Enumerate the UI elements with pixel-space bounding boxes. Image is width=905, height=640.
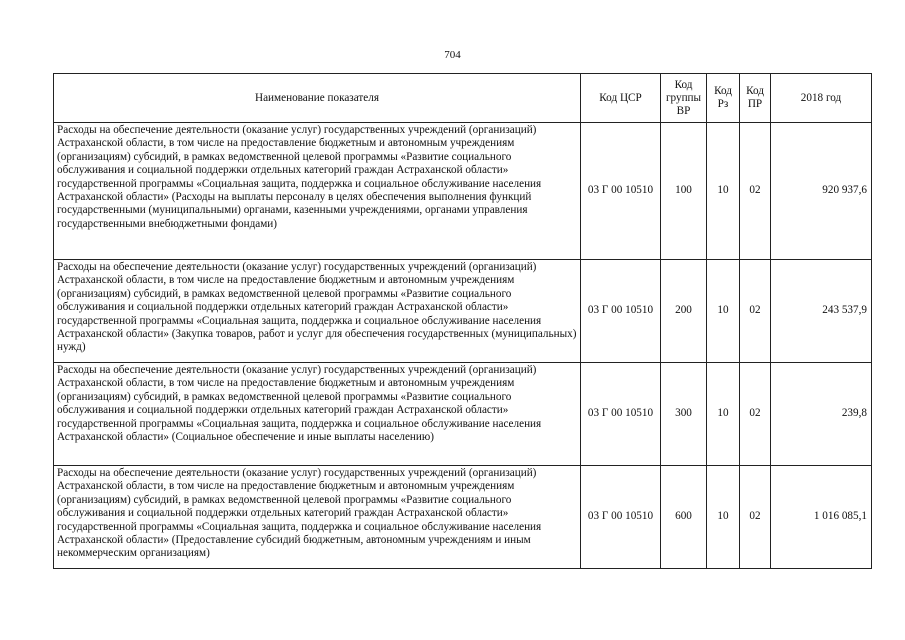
row-rz: 10 [707, 123, 740, 260]
table-row [54, 466, 872, 569]
row-vr: 200 [661, 260, 707, 363]
row-amount: 243 537,9 [771, 260, 872, 363]
row-name: Расходы на обеспечение деятельности (оказание услуг) государственных учреждений (организаций) Астраханской области, в том числе на предоставление бюджетным и автономным учреждениям (организациям) субсидий, в рамках ведомственной целевой программы «Развитие социального обслуживания и социальной поддержки отдельных категорий граждан Астраханской области» государственной программы «Социальная защита, поддержка и социальное обслуживание населения Астраханской области» (Социальное обеспечение и иные выплаты населению) [54, 363, 581, 466]
row-vr: 100 [661, 123, 707, 260]
row-amount: 920 937,6 [771, 123, 872, 260]
header-year: 2018 год [771, 74, 872, 123]
row-csr: 03 Г 00 10510 [581, 260, 661, 363]
row-name: Расходы на обеспечение деятельности (оказание услуг) государственных учреждений (организаций) Астраханской области, в том числе на предоставление бюджетным и автономным учреждениям (организациям) субсидий, в рамках ведомственной целевой программы «Развитие социального обслуживания и социальной поддержки отдельных категорий граждан Астраханской области» государственной программы «Социальная защита, поддержка и социальное обслуживание населения Астраханской области» (Закупка товаров, работ и услуг для обеспечения государственных (муниципальных) нужд) [54, 260, 581, 363]
row-vr: 300 [661, 363, 707, 466]
header-csr: Код ЦСР [581, 74, 661, 123]
header-pr: Код ПР [740, 74, 771, 123]
page-number: 704 [444, 49, 461, 61]
budget-table [53, 73, 872, 569]
row-csr: 03 Г 00 10510 [581, 123, 661, 260]
row-rz: 10 [707, 363, 740, 466]
header-name: Наименование показателя [54, 74, 581, 123]
table-row [54, 363, 872, 466]
row-pr: 02 [740, 466, 771, 569]
row-pr: 02 [740, 260, 771, 363]
row-csr: 03 Г 00 10510 [581, 363, 661, 466]
table-header-row [54, 74, 872, 123]
row-rz: 10 [707, 260, 740, 363]
table-row [54, 123, 872, 260]
row-csr: 03 Г 00 10510 [581, 466, 661, 569]
row-pr: 02 [740, 363, 771, 466]
row-amount: 1 016 085,1 [771, 466, 872, 569]
row-vr: 600 [661, 466, 707, 569]
table-row [54, 260, 872, 363]
header-rz: Код Рз [707, 74, 740, 123]
row-pr: 02 [740, 123, 771, 260]
header-vr: Код группы ВР [661, 74, 707, 123]
row-name: Расходы на обеспечение деятельности (оказание услуг) государственных учреждений (организаций) Астраханской области, в том числе на предоставление бюджетным и автономным учреждениям (организациям) субсидий, в рамках ведомственной целевой программы «Развитие социального обслуживания и социальной поддержки отдельных категорий граждан Астраханской области» государственной программы «Социальная защита, поддержка и социальное обслуживание населения Астраханской области» (Расходы на выплаты персоналу в целях обеспечения выполнения функций государственными (муниципальными) органами, казенными учреждениями, органами управления государственными внебюджетными фондами) [54, 123, 581, 260]
row-amount: 239,8 [771, 363, 872, 466]
row-rz: 10 [707, 466, 740, 569]
row-name: Расходы на обеспечение деятельности (оказание услуг) государственных учреждений (организаций) Астраханской области, в том числе на предоставление бюджетным и автономным учреждениям (организациям) субсидий, в рамках ведомственной целевой программы «Развитие социального обслуживания и социальной поддержки отдельных категорий граждан Астраханской области» государственной программы «Социальная защита, поддержка и социальное обслуживание населения Астраханской области» (Предоставление субсидий бюджетным, автономным учреждениям и иным некоммерческим организациям) [54, 466, 581, 569]
